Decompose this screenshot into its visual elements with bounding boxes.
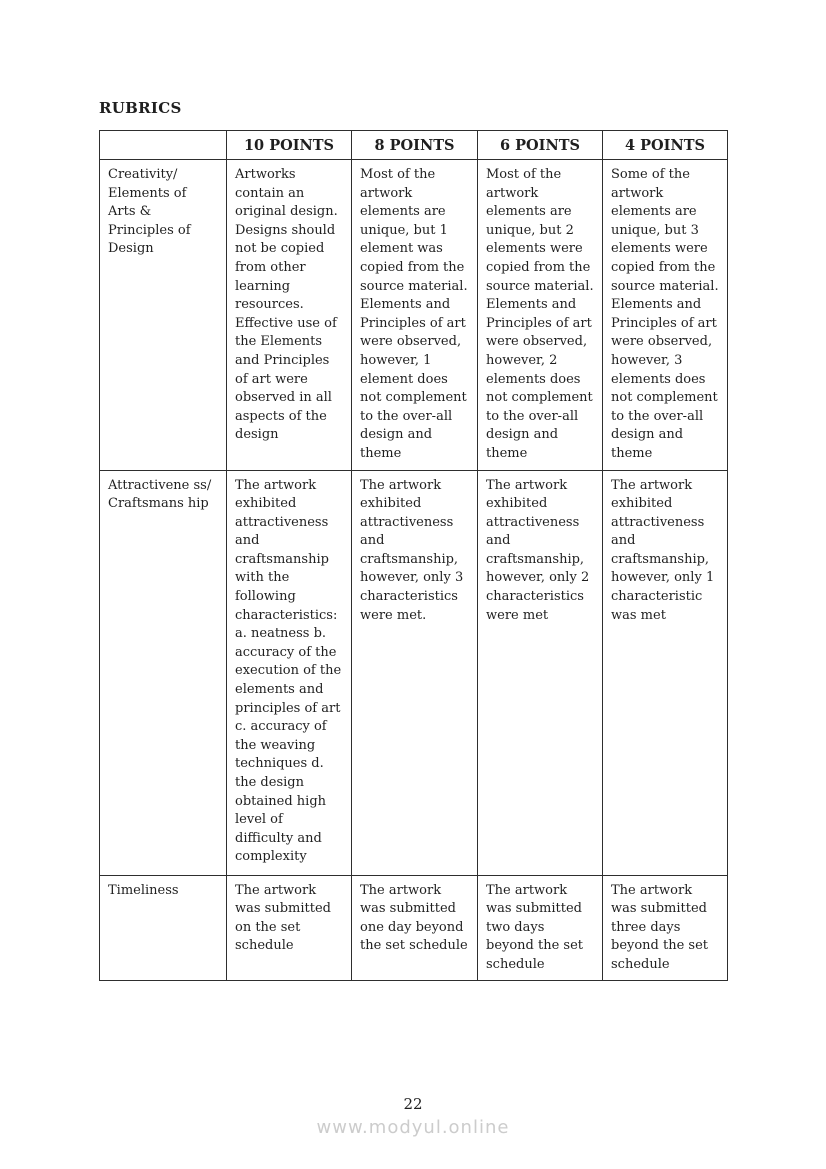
column-header-8-points: 8 POINTS <box>352 131 478 160</box>
rubric-table <box>99 130 728 981</box>
column-header-10-points: 10 POINTS <box>227 131 352 160</box>
criterion-label-creativity: Creativity/ Elements of Arts & Principles of Design <box>100 160 227 471</box>
rubric-cell-timeliness-8: The artwork was submitted one day beyond the set schedule <box>352 875 478 981</box>
table-row-timeliness <box>100 875 728 981</box>
column-header-4-points: 4 POINTS <box>603 131 728 160</box>
table-row-attractiveness <box>100 470 728 875</box>
table-row-creativity <box>100 160 728 471</box>
rubric-cell-attractiveness-6: The artwork exhibited attractiveness and craftsmanship, however, only 2 characteristics were met <box>478 470 603 875</box>
criterion-label-timeliness: Timeliness <box>100 875 227 981</box>
rubric-cell-creativity-4: Some of the artwork elements are unique, but 3 elements were copied from the source material. Elements and Principles of art were observed, however, 3 elements does not complement to the over-all design and theme <box>603 160 728 471</box>
column-header-criteria <box>100 131 227 160</box>
page-title: RUBRICS <box>99 99 182 117</box>
rubric-cell-creativity-6: Most of the artwork elements are unique, but 2 elements were copied from the source material. Elements and Principles of art were observed, however, 2 elements does not complement to the over-all design and theme <box>478 160 603 471</box>
rubric-cell-attractiveness-10: The artwork exhibited attractiveness and craftsmanship with the following characteristics: a. neatness b. accuracy of the execution of the elements and principles of art c. accuracy of the weaving techniques d. the design obtained high level of difficulty and complexity <box>227 470 352 875</box>
rubric-cell-attractiveness-4: The artwork exhibited attractiveness and craftsmanship, however, only 1 characteristic was met <box>603 470 728 875</box>
column-header-6-points: 6 POINTS <box>478 131 603 160</box>
page-number: 22 <box>403 1095 423 1113</box>
rubric-cell-timeliness-10: The artwork was submitted on the set schedule <box>227 875 352 981</box>
rubric-cell-timeliness-6: The artwork was submitted two days beyond the set schedule <box>478 875 603 981</box>
rubric-cell-creativity-8: Most of the artwork elements are unique, but 1 element was copied from the source material. Elements and Principles of art were observed, however, 1 element does not complement to the over-all design and theme <box>352 160 478 471</box>
watermark-text: www.modyul.online <box>316 1117 510 1138</box>
criterion-label-attractiveness: Attractivene ss/ Craftsmans hip <box>100 470 227 875</box>
rubric-cell-timeliness-4: The artwork was submitted three days beyond the set schedule <box>603 875 728 981</box>
rubric-cell-attractiveness-8: The artwork exhibited attractiveness and craftsmanship, however, only 3 characteristics were met. <box>352 470 478 875</box>
rubric-cell-creativity-10: Artworks contain an original design. Designs should not be copied from other learning resources. Effective use of the Elements and Principles of art were observed in all aspects of the design <box>227 160 352 471</box>
header-row <box>100 131 728 160</box>
